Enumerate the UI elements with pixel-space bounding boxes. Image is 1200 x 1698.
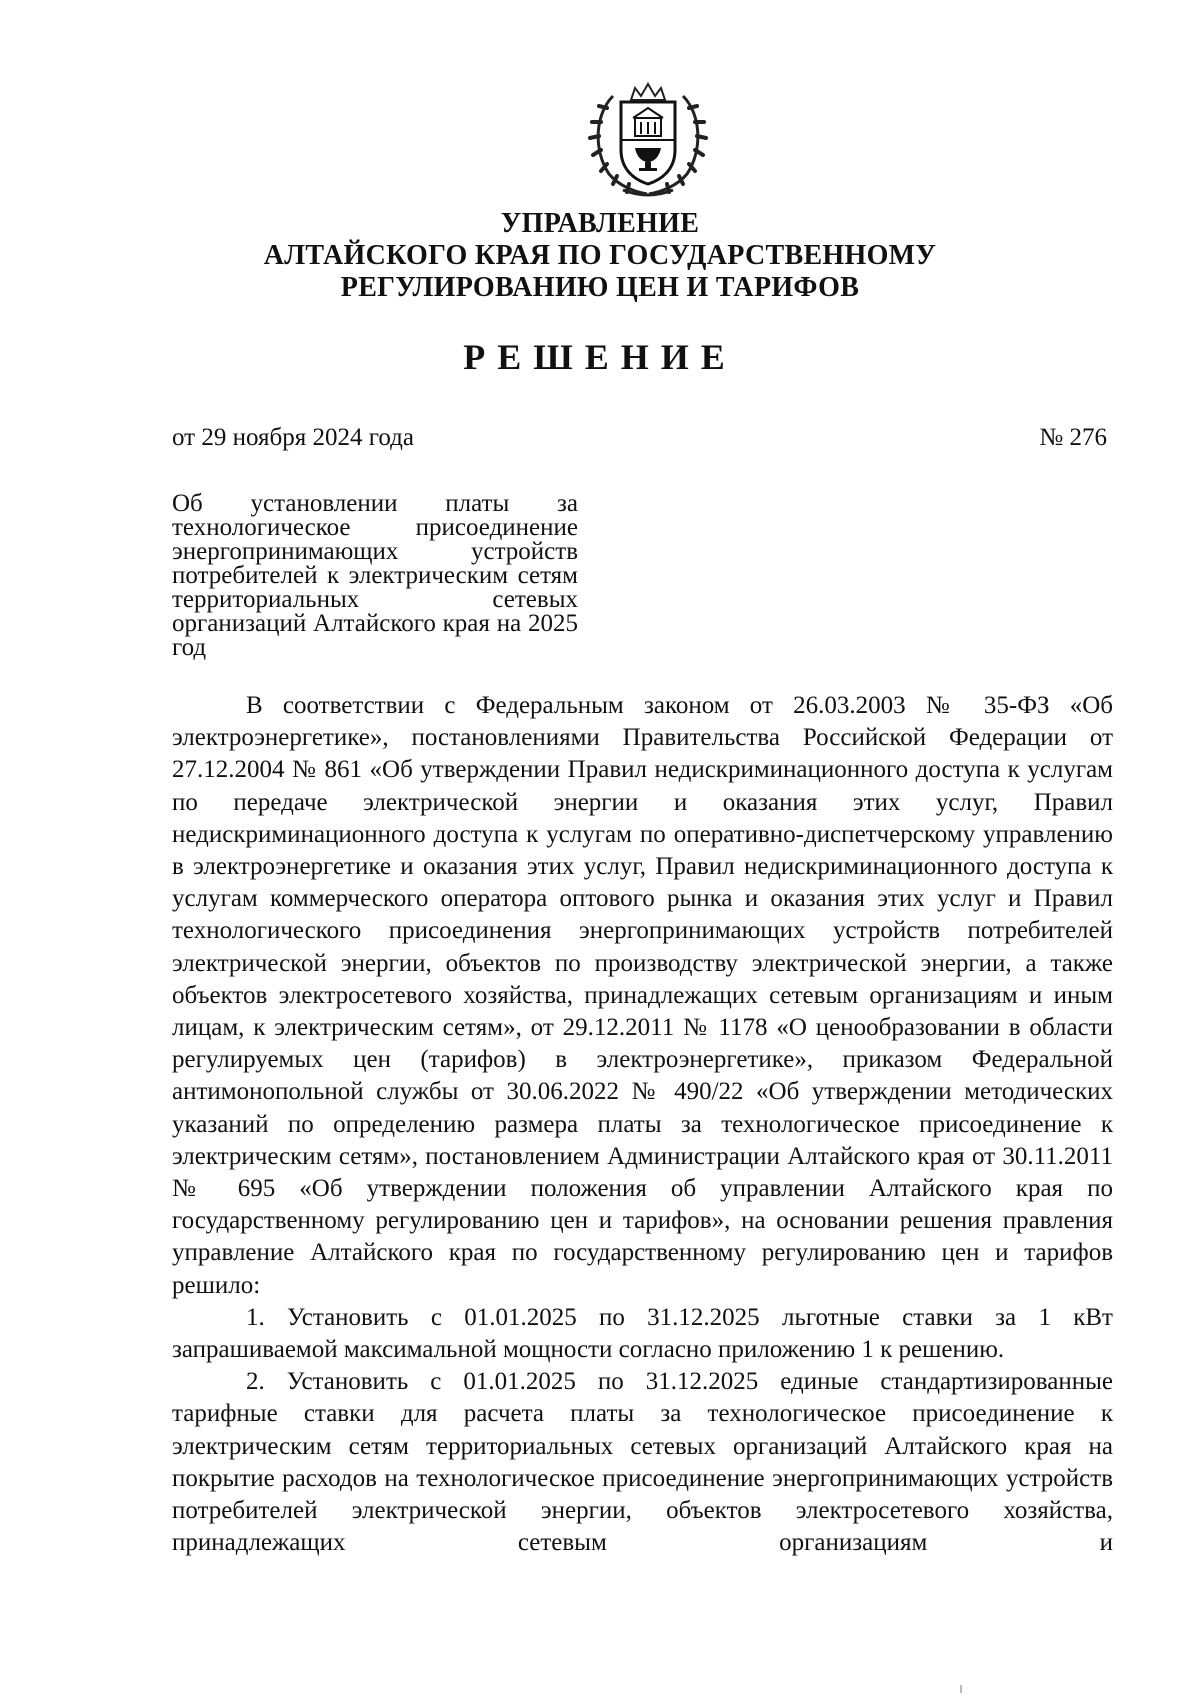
coat-of-arms-icon — [583, 78, 713, 200]
decision-item-1: 1. Установить с 01.01.2025 по 31.12.2025 льготные ставки за 1 кВт запрашиваемой максимальной мощности согласно приложению 1 к решению. — [172, 1303, 1113, 1364]
document-type-heading: РЕШЕНИЕ — [463, 337, 737, 377]
document-date: от 29 ноября 2024 года — [172, 424, 414, 451]
document-subject: Об установлении платы за технологическое присоединение энергопринимающих устройств потребителей к электрическим сетям территориальных сетевых организаций Алтайского края на 2025 год — [172, 490, 578, 661]
authority-line: АЛТАЙСКОГО КРАЯ ПО ГОСУДАРСТВЕННОМУ — [263, 240, 937, 271]
authority-line: УПРАВЛЕНИЕ — [500, 208, 700, 239]
document-body — [172, 690, 1113, 1559]
preamble-paragraph: В соответствии с Федеральным законом от 26.03.2003 № 35-ФЗ «Об электроэнергетике», постановлениями Правительства Российской Федерации от 27.12.2004 № 861 «Об утверждении Правил недискриминационного доступа к услугам по передаче электрической энергии и оказания этих услуг, Правил недискриминационного доступа к услугам по оперативно-диспетчерскому управлению в электроэнергетике и оказания этих услуг, Правил недискриминационного доступа к услугам коммерческого оператора оптового рынка и оказания этих услуг и Правил технологического присоединения энергопринимающих устройств потребителей электрической энергии, объектов по производству электрической энергии, а также объектов электросетевого хозяйства, принадлежащих сетевым организациям и иным лицам, к электрическим сетям», от 29.12.2011 № 1178 «О ценообразовании в области регулируемых цен (тарифов) в электроэнергетике», приказом Федеральной антимонопольной службы от 30.06.2022 № 490/22 «Об утверждении методических указаний по определению размера платы за технологическое присоединение к электрическим сетям», постановлением Администрации Алтайского края от 30.11.2011 № 695 «Об утверждении положения об управлении Алтайского края по государственному регулированию цен и тарифов», на основании решения правления управление Алтайского края по государственному регулированию цен и тарифов решило: — [172, 692, 1113, 1299]
authority-line: РЕГУЛИРОВАНИЮ ЦЕН И ТАРИФОВ — [340, 272, 860, 303]
issuing-authority — [0, 208, 1200, 304]
document-number: № 276 — [1039, 424, 1107, 451]
decision-item-2: 2. Установить с 01.01.2025 по 31.12.2025 единые стандартизированные тарифные ставки для расчета платы за технологическое присоединение к электрическим сетям территориальных сетевых организаций Алтайского края на покрытие расходов на технологическое присоединение энергопринимающих устройств потребителей электрической энергии, объектов электросетевого хозяйства, принадлежащих сетевым организациям и — [172, 1368, 1113, 1557]
scan-mark — [960, 1685, 962, 1693]
